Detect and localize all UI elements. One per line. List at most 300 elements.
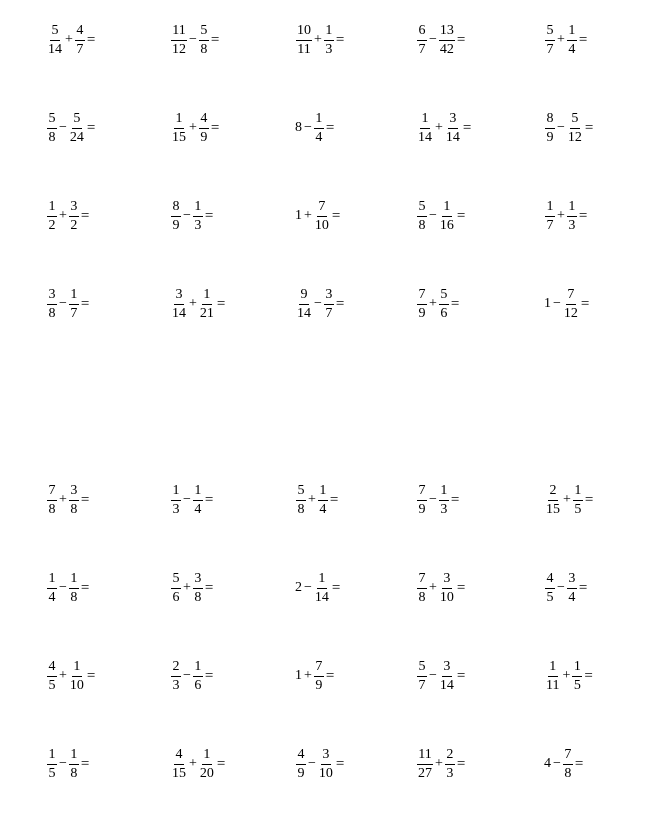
numerator: 1 bbox=[69, 748, 79, 765]
fraction-problem bbox=[416, 734, 465, 794]
denominator: 9 bbox=[200, 129, 208, 145]
fraction bbox=[439, 24, 455, 57]
fraction bbox=[47, 112, 57, 145]
numerator: 3 bbox=[324, 288, 334, 305]
fraction bbox=[324, 24, 334, 57]
denominator: 27 bbox=[418, 765, 432, 781]
numerator: 9 bbox=[299, 288, 309, 305]
fraction bbox=[69, 572, 79, 605]
equals-sign: = bbox=[86, 31, 96, 48]
numerator: 3 bbox=[69, 484, 79, 501]
whole-number: 1 bbox=[295, 208, 302, 223]
equals-sign: = bbox=[80, 755, 90, 772]
numerator: 1 bbox=[324, 24, 334, 41]
fraction bbox=[199, 288, 215, 321]
fraction bbox=[47, 484, 57, 517]
fraction bbox=[296, 484, 306, 517]
operator: − bbox=[429, 208, 437, 223]
fraction bbox=[47, 660, 57, 693]
denominator: 10 bbox=[69, 677, 84, 693]
numerator: 8 bbox=[545, 112, 555, 129]
numerator: 3 bbox=[442, 660, 452, 677]
denominator: 3 bbox=[325, 41, 333, 57]
equals-sign: = bbox=[325, 119, 335, 136]
denominator: 4 bbox=[48, 589, 56, 605]
denominator: 11 bbox=[546, 677, 560, 693]
denominator: 14 bbox=[418, 129, 432, 145]
equals-sign: = bbox=[584, 119, 594, 136]
denominator: 4 bbox=[568, 41, 576, 57]
equals-sign: = bbox=[216, 755, 226, 772]
denominator: 9 bbox=[297, 765, 305, 781]
fraction bbox=[69, 660, 85, 693]
operator: + bbox=[189, 756, 197, 771]
fraction-problem bbox=[46, 10, 95, 70]
numerator: 1 bbox=[171, 484, 181, 501]
fraction bbox=[439, 660, 455, 693]
numerator: 13 bbox=[439, 24, 455, 41]
denominator: 3 bbox=[194, 217, 202, 233]
fraction-problem bbox=[46, 98, 95, 158]
operator: + bbox=[557, 32, 565, 47]
fraction bbox=[193, 200, 203, 233]
equals-sign: = bbox=[584, 667, 593, 684]
operator: − bbox=[59, 120, 67, 135]
operator: + bbox=[183, 580, 191, 595]
equals-sign: = bbox=[86, 667, 96, 684]
numerator: 5 bbox=[296, 484, 306, 501]
denominator: 9 bbox=[418, 305, 426, 321]
fraction-problem bbox=[295, 186, 340, 246]
numerator: 5 bbox=[439, 288, 449, 305]
fraction bbox=[47, 200, 57, 233]
denominator: 24 bbox=[69, 129, 84, 145]
operator: + bbox=[59, 492, 67, 507]
operator: − bbox=[183, 208, 191, 223]
fraction-problem bbox=[544, 186, 587, 246]
numerator: 1 bbox=[318, 484, 328, 501]
denominator: 20 bbox=[199, 765, 214, 781]
fraction-problem bbox=[170, 646, 213, 706]
numerator: 3 bbox=[442, 572, 452, 589]
fraction-problem bbox=[295, 558, 340, 618]
fraction bbox=[439, 200, 455, 233]
numerator: 5 bbox=[171, 572, 181, 589]
fraction bbox=[417, 24, 427, 57]
operator: + bbox=[435, 756, 443, 771]
fraction bbox=[171, 660, 181, 693]
fraction bbox=[171, 112, 187, 145]
denominator: 14 bbox=[445, 129, 460, 145]
fraction-problem bbox=[416, 186, 465, 246]
operator: − bbox=[59, 756, 67, 771]
numerator: 6 bbox=[417, 24, 427, 41]
denominator: 10 bbox=[439, 589, 454, 605]
fraction bbox=[545, 660, 560, 693]
equals-sign: = bbox=[456, 755, 466, 772]
numerator: 4 bbox=[174, 748, 184, 765]
operator: + bbox=[435, 120, 443, 135]
denominator: 7 bbox=[76, 41, 84, 57]
fraction bbox=[47, 572, 57, 605]
numerator: 7 bbox=[417, 572, 427, 589]
denominator: 9 bbox=[418, 501, 426, 517]
denominator: 8 bbox=[297, 501, 305, 517]
denominator: 9 bbox=[315, 677, 323, 693]
fraction bbox=[47, 24, 63, 57]
equals-sign: = bbox=[335, 31, 345, 48]
numerator: 3 bbox=[567, 572, 577, 589]
denominator: 12 bbox=[563, 305, 578, 321]
fraction bbox=[567, 24, 577, 57]
equals-sign: = bbox=[335, 755, 345, 772]
operator: + bbox=[562, 668, 571, 683]
equals-sign: = bbox=[80, 295, 90, 312]
fraction bbox=[563, 288, 579, 321]
denominator: 16 bbox=[439, 217, 454, 233]
fraction bbox=[573, 484, 583, 517]
equals-sign: = bbox=[80, 207, 90, 224]
fraction bbox=[296, 288, 312, 321]
denominator: 8 bbox=[418, 589, 426, 605]
fraction bbox=[296, 24, 312, 57]
numerator: 1 bbox=[572, 660, 582, 677]
fraction bbox=[545, 112, 555, 145]
equals-sign: = bbox=[86, 119, 96, 136]
equals-sign: = bbox=[216, 295, 226, 312]
fraction bbox=[171, 200, 181, 233]
numerator: 1 bbox=[202, 748, 212, 765]
equals-sign: = bbox=[584, 491, 594, 508]
denominator: 3 bbox=[440, 501, 448, 517]
fraction bbox=[199, 748, 215, 781]
fraction bbox=[193, 484, 203, 517]
fraction-problem bbox=[544, 98, 593, 158]
fraction bbox=[314, 572, 330, 605]
equals-sign: = bbox=[580, 295, 590, 312]
numerator: 1 bbox=[567, 24, 577, 41]
numerator: 1 bbox=[545, 200, 555, 217]
numerator: 1 bbox=[202, 288, 212, 305]
denominator: 42 bbox=[439, 41, 454, 57]
operator: − bbox=[183, 668, 191, 683]
denominator: 5 bbox=[574, 501, 582, 517]
problem-row bbox=[0, 734, 661, 794]
problem-row bbox=[0, 10, 661, 70]
fraction bbox=[171, 748, 187, 781]
fraction-problem bbox=[416, 10, 465, 70]
problem-row bbox=[0, 558, 661, 618]
operator: − bbox=[183, 492, 191, 507]
problem-row bbox=[0, 274, 661, 334]
fraction-problem bbox=[544, 558, 587, 618]
operator: − bbox=[429, 668, 437, 683]
fraction bbox=[47, 748, 57, 781]
operator: + bbox=[429, 580, 437, 595]
operator: − bbox=[553, 296, 561, 311]
denominator: 8 bbox=[48, 129, 56, 145]
denominator: 7 bbox=[325, 305, 333, 321]
denominator: 7 bbox=[418, 677, 426, 693]
fraction bbox=[314, 112, 324, 145]
fraction bbox=[545, 24, 555, 57]
fraction bbox=[193, 660, 203, 693]
denominator: 8 bbox=[70, 765, 78, 781]
denominator: 12 bbox=[567, 129, 582, 145]
fraction bbox=[318, 748, 334, 781]
fraction-problem bbox=[544, 10, 587, 70]
problem-row bbox=[0, 186, 661, 246]
denominator: 4 bbox=[315, 129, 323, 145]
equals-sign: = bbox=[204, 207, 214, 224]
numerator: 7 bbox=[566, 288, 576, 305]
denominator: 5 bbox=[546, 589, 554, 605]
equals-sign: = bbox=[456, 667, 466, 684]
denominator: 14 bbox=[48, 41, 62, 57]
operator: − bbox=[429, 32, 437, 47]
operator: + bbox=[304, 668, 312, 683]
whole-number: 8 bbox=[295, 120, 302, 135]
denominator: 14 bbox=[314, 589, 329, 605]
fraction-problem bbox=[544, 734, 583, 794]
fraction bbox=[318, 484, 328, 517]
equals-sign: = bbox=[335, 295, 345, 312]
whole-number: 4 bbox=[544, 756, 551, 771]
denominator: 5 bbox=[48, 677, 56, 693]
fraction-problem bbox=[295, 734, 344, 794]
equals-sign: = bbox=[210, 119, 220, 136]
numerator: 3 bbox=[174, 288, 184, 305]
fraction-problem bbox=[416, 98, 471, 158]
fraction-problem bbox=[544, 470, 593, 530]
operator: − bbox=[59, 296, 67, 311]
fraction bbox=[417, 288, 427, 321]
denominator: 10 bbox=[318, 765, 333, 781]
operator: + bbox=[189, 296, 197, 311]
equals-sign: = bbox=[578, 579, 588, 596]
fraction-problem bbox=[46, 186, 89, 246]
fraction bbox=[69, 748, 79, 781]
fraction bbox=[439, 288, 449, 321]
numerator: 1 bbox=[442, 200, 452, 217]
denominator: 8 bbox=[48, 305, 56, 321]
numerator: 1 bbox=[567, 200, 577, 217]
fraction bbox=[563, 748, 573, 781]
numerator: 7 bbox=[417, 288, 427, 305]
fraction-problem bbox=[295, 470, 338, 530]
denominator: 14 bbox=[297, 305, 311, 321]
equals-sign: = bbox=[331, 579, 341, 596]
numerator: 1 bbox=[439, 484, 449, 501]
numerator: 3 bbox=[448, 112, 458, 129]
operator: − bbox=[314, 296, 322, 311]
operator: + bbox=[563, 492, 571, 507]
fraction-problem bbox=[544, 274, 589, 334]
fraction bbox=[417, 200, 427, 233]
denominator: 15 bbox=[546, 501, 560, 517]
fraction bbox=[567, 112, 583, 145]
numerator: 1 bbox=[72, 660, 82, 677]
numerator: 5 bbox=[72, 112, 82, 129]
denominator: 7 bbox=[546, 217, 554, 233]
numerator: 2 bbox=[445, 748, 455, 765]
whole-number: 1 bbox=[295, 668, 302, 683]
fraction bbox=[417, 572, 427, 605]
operator: + bbox=[189, 120, 197, 135]
denominator: 3 bbox=[172, 501, 180, 517]
fraction bbox=[296, 748, 306, 781]
fraction bbox=[324, 288, 334, 321]
numerator: 2 bbox=[171, 660, 181, 677]
fraction bbox=[69, 112, 85, 145]
equals-sign: = bbox=[450, 295, 460, 312]
fraction bbox=[69, 484, 79, 517]
numerator: 3 bbox=[193, 572, 203, 589]
fraction bbox=[47, 288, 57, 321]
operator: − bbox=[429, 492, 437, 507]
operator: + bbox=[429, 296, 437, 311]
operator: − bbox=[557, 580, 565, 595]
numerator: 1 bbox=[47, 572, 57, 589]
fraction bbox=[171, 484, 181, 517]
operator: + bbox=[557, 208, 565, 223]
denominator: 8 bbox=[70, 501, 78, 517]
fraction-problem bbox=[46, 274, 89, 334]
fraction-problem bbox=[170, 470, 213, 530]
numerator: 1 bbox=[69, 572, 79, 589]
operator: − bbox=[59, 580, 67, 595]
operator: − bbox=[557, 120, 565, 135]
denominator: 15 bbox=[172, 129, 186, 145]
denominator: 8 bbox=[194, 589, 202, 605]
denominator: 3 bbox=[568, 217, 576, 233]
equals-sign: = bbox=[204, 667, 214, 684]
denominator: 4 bbox=[319, 501, 327, 517]
fraction-problem bbox=[295, 274, 344, 334]
problem-row bbox=[0, 646, 661, 706]
fraction bbox=[171, 24, 187, 57]
fraction-problem bbox=[295, 98, 334, 158]
numerator: 3 bbox=[47, 288, 57, 305]
fraction-problem bbox=[170, 274, 225, 334]
fraction-problem bbox=[170, 98, 219, 158]
numerator: 1 bbox=[69, 288, 79, 305]
operator: − bbox=[308, 756, 316, 771]
equals-sign: = bbox=[450, 491, 460, 508]
numerator: 5 bbox=[545, 24, 555, 41]
numerator: 1 bbox=[174, 112, 184, 129]
numerator: 1 bbox=[47, 748, 57, 765]
numerator: 7 bbox=[47, 484, 57, 501]
numerator: 11 bbox=[171, 24, 186, 41]
fraction bbox=[171, 572, 181, 605]
denominator: 11 bbox=[297, 41, 311, 57]
numerator: 5 bbox=[417, 200, 427, 217]
fraction bbox=[193, 572, 203, 605]
fraction-problem bbox=[46, 470, 89, 530]
problem-row bbox=[0, 98, 661, 158]
operator: − bbox=[189, 32, 197, 47]
fraction bbox=[567, 572, 577, 605]
fraction bbox=[439, 572, 455, 605]
denominator: 9 bbox=[546, 129, 554, 145]
fraction bbox=[69, 200, 79, 233]
fraction bbox=[314, 200, 330, 233]
fraction bbox=[75, 24, 85, 57]
fraction-problem bbox=[416, 646, 465, 706]
equals-sign: = bbox=[329, 491, 339, 508]
denominator: 14 bbox=[439, 677, 454, 693]
denominator: 6 bbox=[172, 589, 180, 605]
fraction bbox=[445, 748, 455, 781]
denominator: 5 bbox=[48, 765, 56, 781]
denominator: 5 bbox=[573, 677, 581, 693]
denominator: 12 bbox=[172, 41, 186, 57]
equals-sign: = bbox=[462, 119, 472, 136]
denominator: 6 bbox=[194, 677, 202, 693]
fraction-problem bbox=[416, 274, 459, 334]
operator: + bbox=[59, 668, 67, 683]
equals-sign: = bbox=[578, 31, 588, 48]
fraction bbox=[545, 484, 561, 517]
numerator: 1 bbox=[314, 112, 324, 129]
fraction bbox=[417, 112, 433, 145]
numerator: 1 bbox=[193, 484, 203, 501]
numerator: 7 bbox=[317, 200, 327, 217]
numerator: 11 bbox=[417, 748, 432, 765]
denominator: 4 bbox=[568, 589, 576, 605]
equals-sign: = bbox=[204, 579, 214, 596]
fraction-problem bbox=[170, 558, 213, 618]
denominator: 2 bbox=[48, 217, 56, 233]
numerator: 5 bbox=[570, 112, 580, 129]
denominator: 7 bbox=[70, 305, 78, 321]
numerator: 5 bbox=[50, 24, 60, 41]
numerator: 1 bbox=[548, 660, 558, 677]
fraction bbox=[572, 660, 582, 693]
denominator: 15 bbox=[172, 765, 186, 781]
fraction-problem bbox=[46, 734, 89, 794]
denominator: 9 bbox=[172, 217, 180, 233]
denominator: 6 bbox=[440, 305, 448, 321]
operator: − bbox=[304, 580, 312, 595]
operator: + bbox=[314, 32, 322, 47]
numerator: 1 bbox=[317, 572, 327, 589]
equals-sign: = bbox=[80, 491, 90, 508]
numerator: 7 bbox=[563, 748, 573, 765]
equals-sign: = bbox=[456, 579, 466, 596]
operator: − bbox=[304, 120, 312, 135]
numerator: 4 bbox=[47, 660, 57, 677]
numerator: 5 bbox=[417, 660, 427, 677]
numerator: 5 bbox=[47, 112, 57, 129]
fraction bbox=[199, 24, 209, 57]
fraction bbox=[171, 288, 187, 321]
fraction-problem bbox=[170, 186, 213, 246]
numerator: 10 bbox=[296, 24, 312, 41]
fraction-problem bbox=[170, 734, 225, 794]
fraction-problem bbox=[46, 558, 89, 618]
numerator: 4 bbox=[75, 24, 85, 41]
numerator: 7 bbox=[417, 484, 427, 501]
operator: + bbox=[304, 208, 312, 223]
denominator: 10 bbox=[314, 217, 329, 233]
numerator: 4 bbox=[296, 748, 306, 765]
numerator: 1 bbox=[193, 660, 203, 677]
numerator: 3 bbox=[69, 200, 79, 217]
numerator: 1 bbox=[573, 484, 583, 501]
fraction bbox=[314, 660, 324, 693]
